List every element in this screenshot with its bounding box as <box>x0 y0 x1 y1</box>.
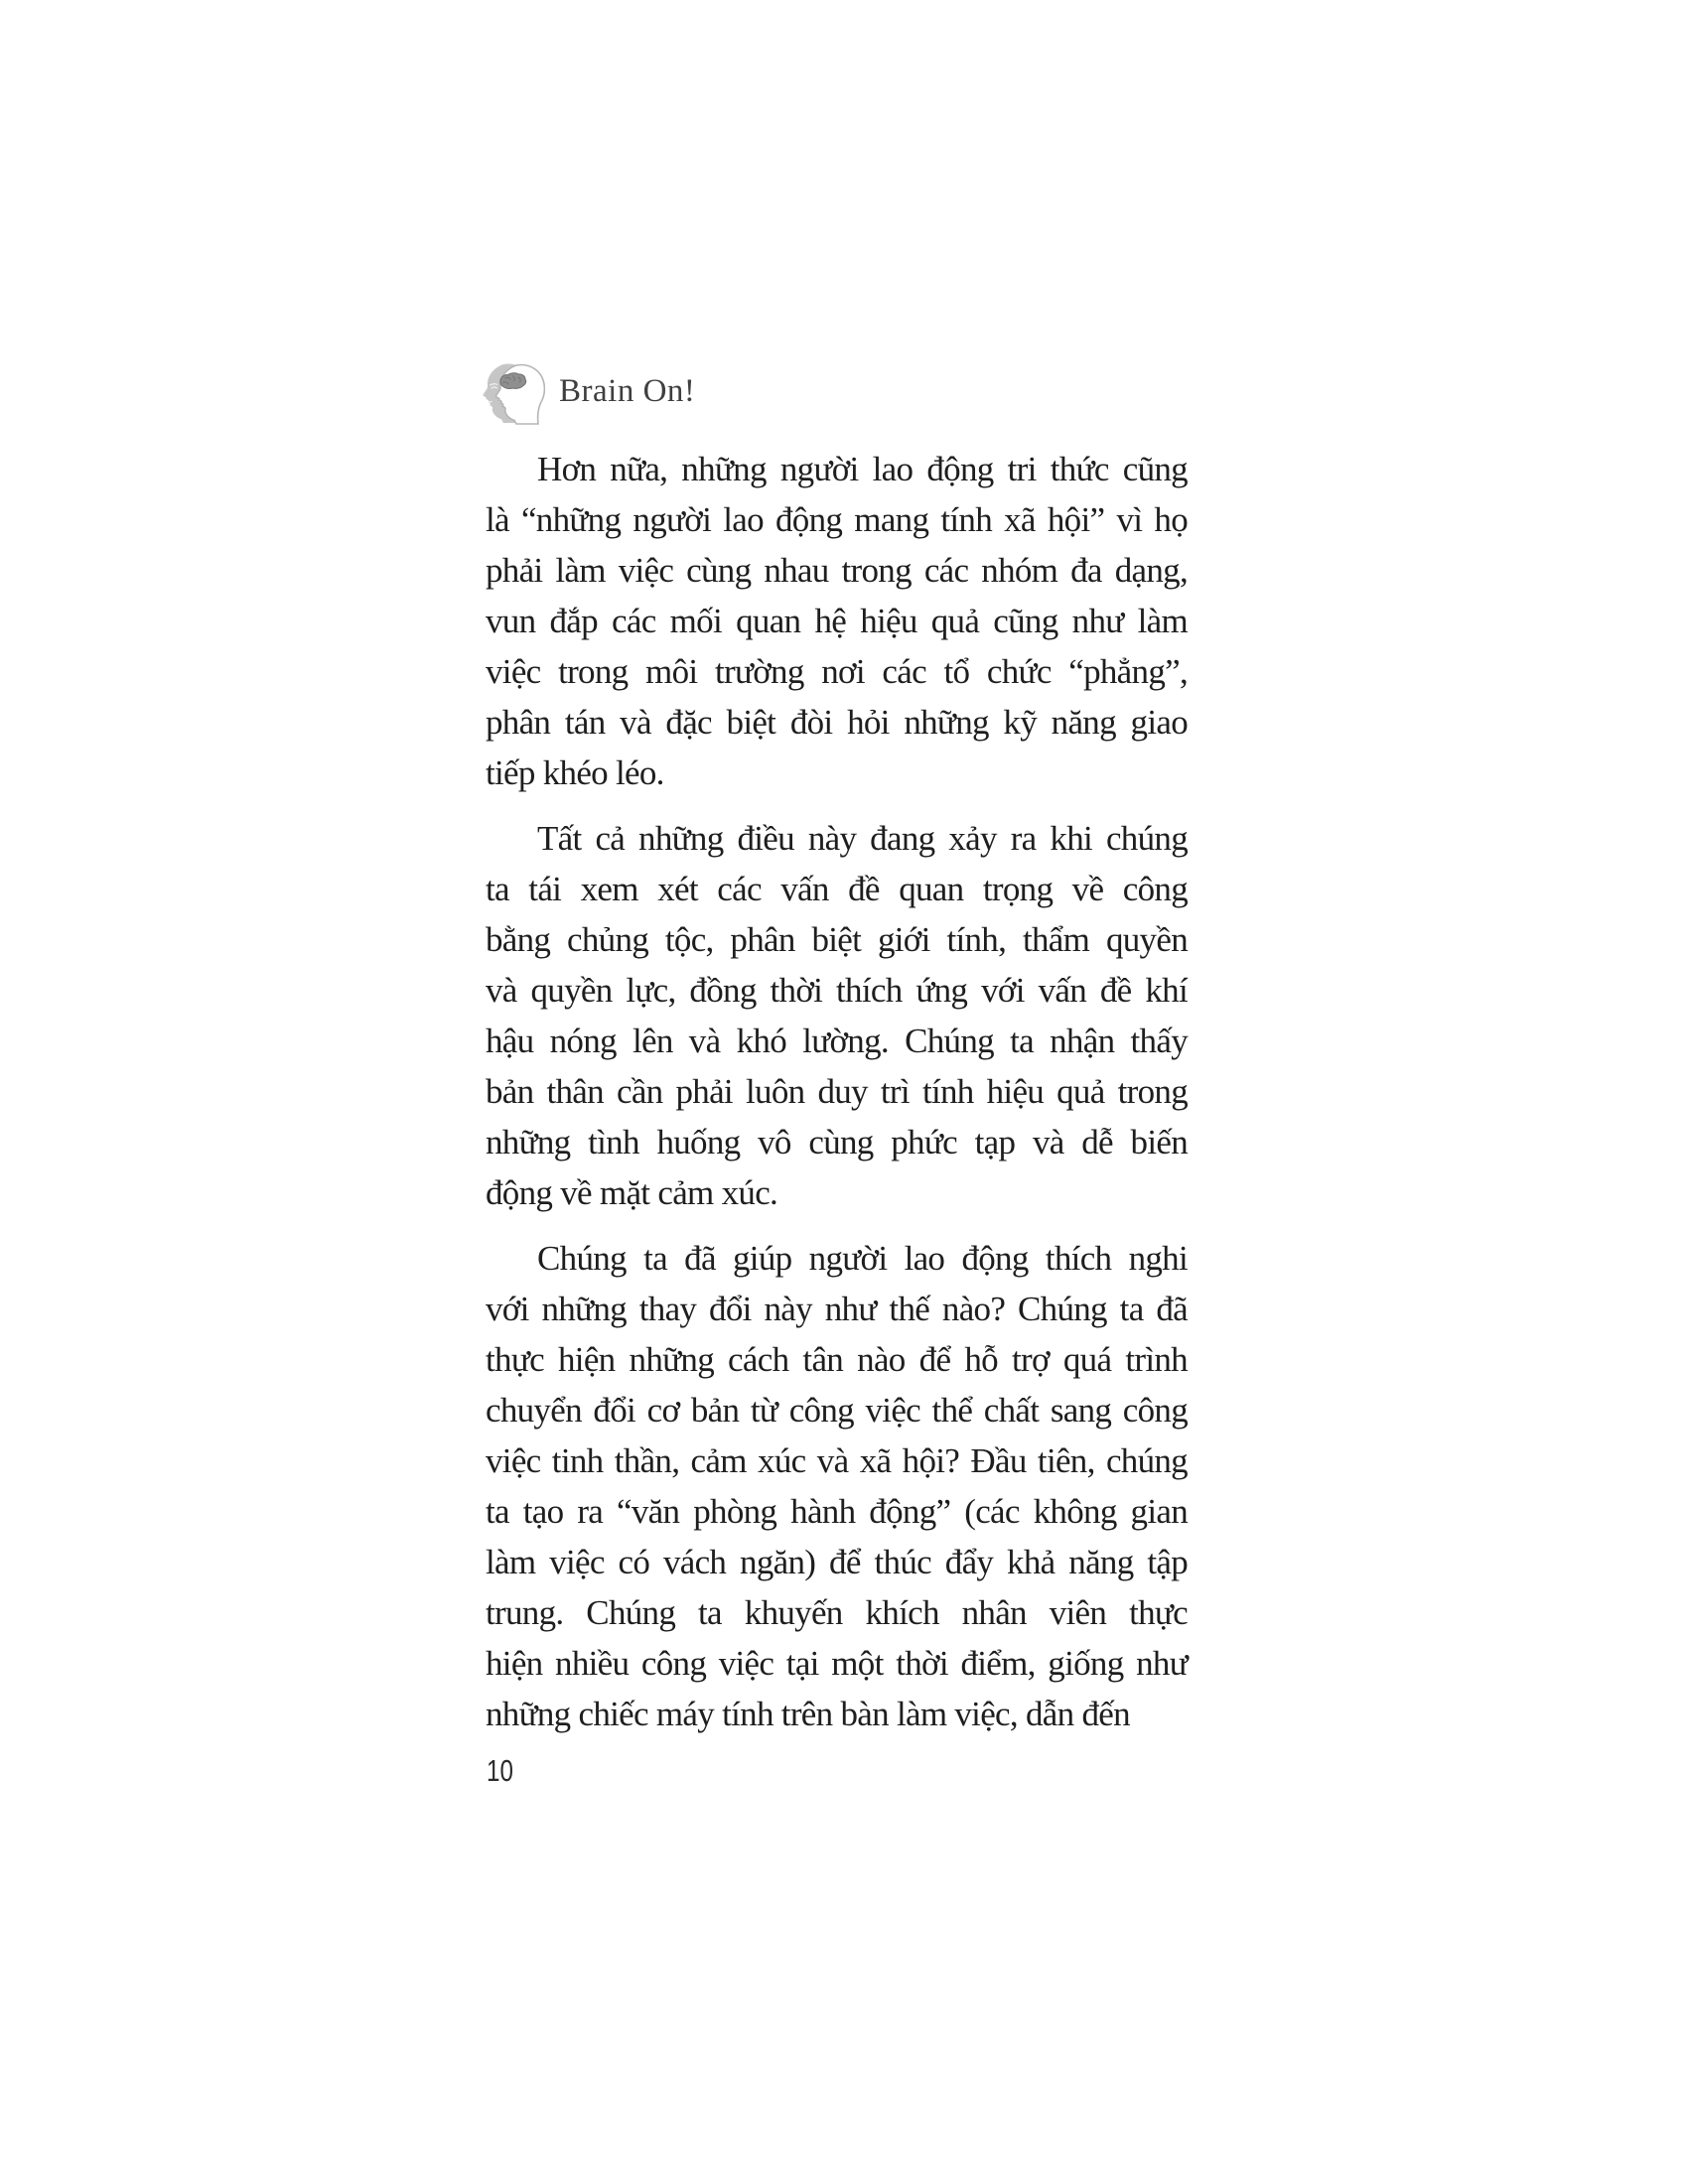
text-line: tiếp khéo léo. <box>486 753 664 792</box>
text-line: phân tán và đặc biệt đòi hỏi những kỹ năng giao <box>486 703 1188 742</box>
text-line: ta tạo ra “văn phòng hành động” (các không gian <box>486 1492 1188 1531</box>
text-line: hậu nóng lên và khó lường. Chúng ta nhận thấy <box>486 1022 1188 1060</box>
running-title: Brain On! <box>559 372 696 409</box>
text-line: và quyền lực, đồng thời thích ứng với vấn đề khí <box>486 971 1188 1010</box>
body-text <box>486 444 1188 1754</box>
page-header <box>480 361 695 425</box>
text-line: bằng chủng tộc, phân biệt giới tính, thẩm quyền <box>486 920 1188 959</box>
paragraph <box>486 444 1188 798</box>
brain-head-logo-icon <box>480 361 545 425</box>
text-line: những chiếc máy tính trên bàn làm việc, dẫn đến <box>486 1695 1130 1733</box>
text-line: thực hiện những cách tân nào để hỗ trợ quá trình <box>486 1340 1188 1379</box>
text-line: Hơn nữa, những người lao động tri thức cũng <box>537 450 1188 488</box>
text-line: vun đắp các mối quan hệ hiệu quả cũng như làm <box>486 602 1188 640</box>
text-line: trung. Chúng ta khuyến khích nhân viên thực <box>486 1593 1188 1632</box>
paragraph <box>486 1233 1188 1739</box>
text-line: ta tái xem xét các vấn đề quan trọng về công <box>486 870 1188 908</box>
text-line: là “những người lao động mang tính xã hội” vì họ <box>486 500 1188 539</box>
paragraph <box>486 813 1188 1218</box>
page-number: 10 <box>487 1753 513 1788</box>
text-line: việc trong môi trường nơi các tổ chức “phẳng”, <box>486 652 1188 691</box>
text-line: Chúng ta đã giúp người lao động thích nghi <box>537 1239 1188 1278</box>
text-line: việc tinh thần, cảm xúc và xã hội? Đầu tiên, chúng <box>486 1441 1188 1480</box>
text-line: động về mặt cảm xúc. <box>486 1173 778 1212</box>
text-line: Tất cả những điều này đang xảy ra khi chúng <box>537 819 1188 858</box>
text-line: hiện nhiều công việc tại một thời điểm, giống như <box>486 1644 1188 1683</box>
text-line: làm việc có vách ngăn) để thúc đẩy khả năng tập <box>486 1543 1188 1581</box>
text-line: bản thân cần phải luôn duy trì tính hiệu quả trong <box>486 1072 1188 1111</box>
text-line: với những thay đổi này như thế nào? Chúng ta đã <box>486 1290 1188 1328</box>
text-line: phải làm việc cùng nhau trong các nhóm đa dạng, <box>486 551 1188 590</box>
text-line: những tình huống vô cùng phức tạp và dễ biến <box>486 1123 1188 1161</box>
text-line: chuyển đổi cơ bản từ công việc thể chất sang công <box>486 1391 1188 1430</box>
